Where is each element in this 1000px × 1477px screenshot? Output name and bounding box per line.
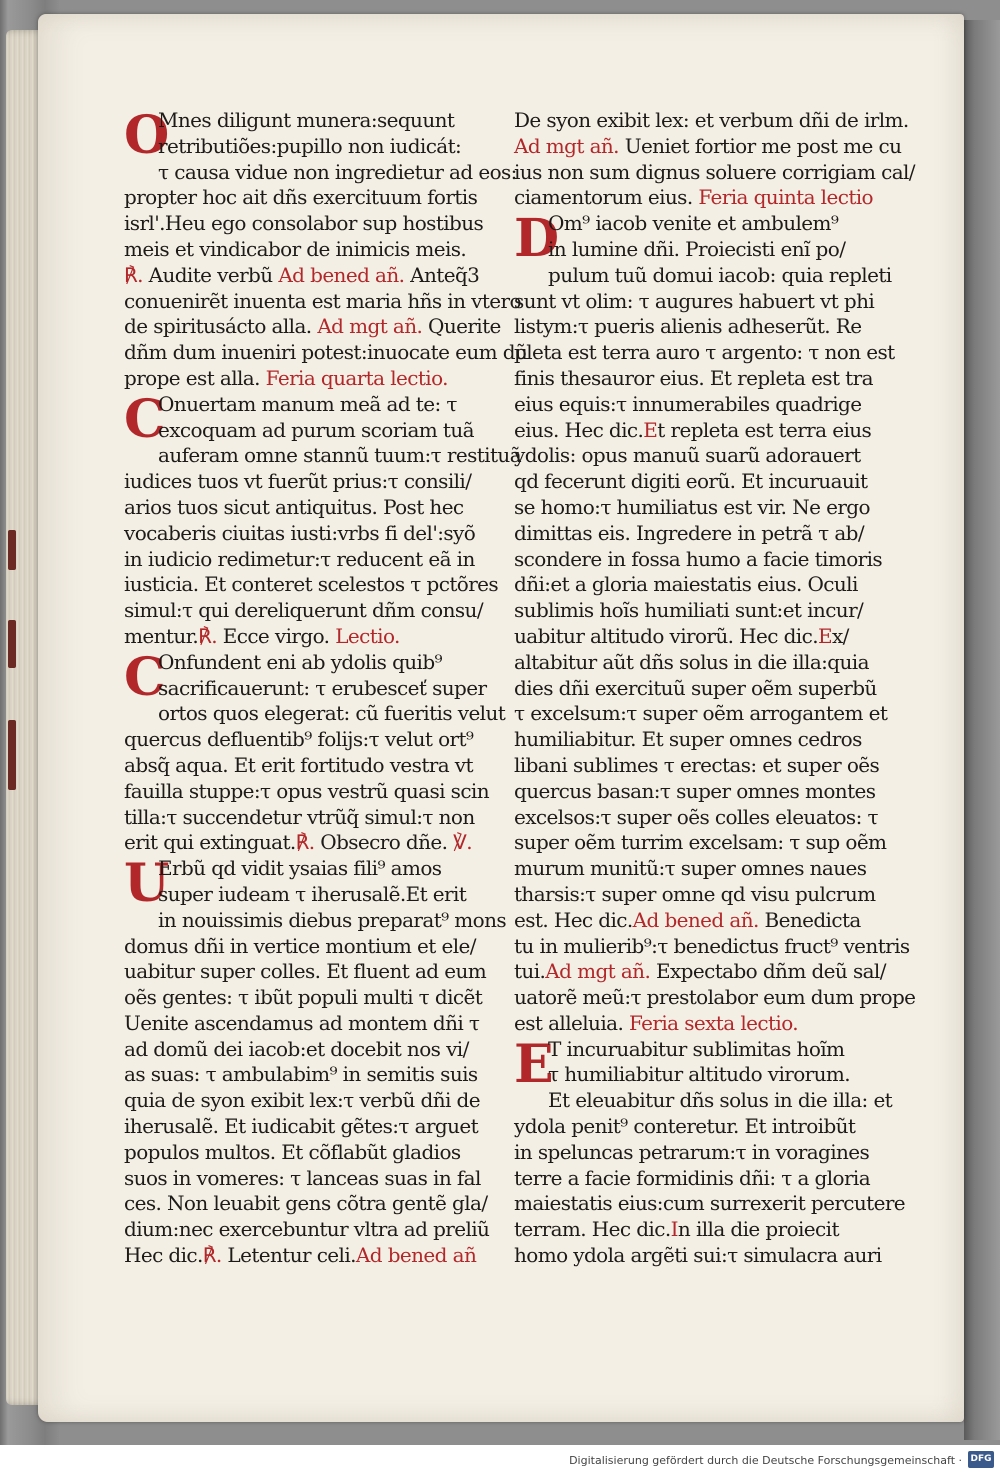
- initial-paragraph: [514, 208, 876, 270]
- text-line-mixed: [124, 624, 486, 650]
- initial-paragraph: [124, 388, 486, 450]
- text-line: fauilla stuppe:τ opus vestrũ quasi scin: [124, 778, 490, 803]
- text-line: simul:τ qui dereliquerunt dñm consu/: [124, 598, 483, 623]
- text-line: auferam omne stannũ tuum:τ restituã: [158, 443, 522, 468]
- text-line-mixed: [514, 1217, 876, 1243]
- text-line: retributiões:pupillo non iudicát:: [158, 133, 462, 158]
- text-line: vocaberis ciuitas iusti:vrbs fi del':syõ: [124, 520, 476, 545]
- rubric-text: ℟.: [202, 1243, 222, 1268]
- text-line-mixed: [124, 366, 486, 392]
- text-line: murum munitũ:τ super omnes naues: [514, 856, 867, 881]
- body-text: t repleta est terra eius: [657, 417, 872, 442]
- text-line: libani sublimes τ erectas: et super oẽs: [514, 752, 880, 777]
- text-line: sacrificauerunt: τ erubesceť super: [158, 675, 487, 700]
- text-line: sunt vt olim: τ augures habuert vt phi: [514, 288, 875, 313]
- rubric-text: E: [817, 623, 832, 648]
- body-text: Ueniet fortior me post me cu: [618, 133, 902, 158]
- body-text: Obsecro dñe.: [314, 830, 454, 855]
- body-text: est. Hec dic.: [514, 907, 633, 932]
- rubric-text: Ad mgt añ.: [317, 314, 423, 339]
- body-text: terram. Hec dic.: [514, 1217, 671, 1242]
- rubric-text: Ad mgt añ.: [545, 959, 651, 984]
- text-line: De syon exibit lex: et verbum dñi de irlm.: [514, 108, 909, 132]
- body-text: Expectabo dñm deũ sal/: [650, 959, 886, 984]
- rubricated-initial: C: [124, 388, 165, 450]
- text-line-mixed: [514, 133, 902, 160]
- text-line: T incuruabitur sublimitas hoĩm: [548, 1036, 845, 1061]
- text-line: τ causa vidue non ingredietur ad eos:: [158, 159, 517, 184]
- text-line: altabitur aũt dñs solus in die illa:quia: [514, 649, 869, 674]
- text-line: finis thesauror eius. Et repleta est tra: [514, 365, 873, 390]
- text-line: pulum tuũ domui iacob: quia repleti: [548, 262, 892, 287]
- body-text: Audite verbũ: [148, 262, 279, 287]
- text-column-left: [124, 105, 528, 1269]
- rubric-text: Feria quarta lectio.: [265, 365, 448, 390]
- rubric-text: I: [670, 1217, 678, 1242]
- text-line-mixed: [124, 830, 486, 856]
- body-text: tui.: [514, 959, 546, 984]
- text-line-mixed: [514, 418, 876, 444]
- text-line-mixed: [514, 908, 876, 934]
- dfg-logo: DFG: [968, 1451, 994, 1468]
- text-line: ius non sum dignus soluere corrigiam cal/: [514, 159, 915, 184]
- text-line: ad domũ dei iacob:et docebit nos vi/: [124, 1036, 469, 1061]
- footer-credit: Digitalisierung gefördert durch die Deutsche Forschungsgemeinschaft ·: [569, 1454, 962, 1467]
- text-line: quercus basan:τ super omnes montes: [514, 778, 876, 803]
- rubric-text: ℟.: [295, 830, 315, 855]
- text-line: Onfundent eni ab ydolis quib⁹: [158, 649, 442, 674]
- text-line: dñm dum inueniri potest:inuocate eum dũ: [124, 340, 528, 365]
- rubricated-initial: E: [514, 1033, 554, 1095]
- text-line: scondere in fossa humo a facie timoris: [514, 546, 883, 571]
- initial-paragraph: [514, 1033, 876, 1095]
- text-line: absq̃ aqua. Et erit fortitudo vestra vt: [124, 752, 473, 777]
- facing-page-edge: [964, 20, 1000, 1440]
- text-line: ces. Non leuabit gens cõtra gentẽ gla/: [124, 1191, 488, 1216]
- text-line: iherusalẽ. Et iudicabit gẽtes:τ arguet: [124, 1114, 479, 1139]
- body-text: ciamentorum eius.: [514, 185, 699, 210]
- rubricated-initial: D: [514, 208, 559, 270]
- initial-paragraph: [124, 646, 487, 708]
- body-text: uabitur altitudo virorũ. Hec dic.: [514, 623, 818, 648]
- rubric-text: Ad bened añ.: [632, 907, 759, 932]
- text-line: τ excelsum:τ super oẽm arrogantem et: [514, 701, 888, 726]
- text-line: iudices tuos vt fuerũt prius:τ consili/: [124, 469, 472, 494]
- text-line: Om⁹ iacob venite et ambulem⁹: [548, 211, 839, 236]
- rubricated-initial: O: [124, 105, 169, 166]
- text-line: dies dñi exercituũ super oẽm superbũ: [514, 675, 877, 700]
- text-line: eius equis:τ innumerabiles quadrige: [514, 391, 862, 416]
- text-line: tharsis:τ super omne qd visu pulcrum: [514, 881, 876, 906]
- body-text: est alleluia.: [514, 1010, 629, 1035]
- text-line: ortos quos elegerat: cũ fueritis velut: [158, 701, 506, 726]
- text-line: uabitur super colles. Et fluent ad eum: [124, 959, 487, 984]
- body-text: n illa die proiecit: [677, 1217, 839, 1242]
- rubric-text: ℣.: [453, 830, 473, 855]
- text-line: dñi:et a gloria maiestatis eius. Oculi: [514, 572, 858, 597]
- bookmark-tab: [8, 720, 16, 790]
- text-line-mixed: [514, 624, 876, 650]
- text-line: Onuertam manum meã ad te: τ: [158, 391, 457, 416]
- rubric-text: ℟.: [198, 623, 217, 648]
- text-line: populos multos. Et cõflabũt gladios: [124, 1139, 461, 1164]
- rubric-text: E: [643, 417, 658, 442]
- body-text: Hec dic.: [124, 1243, 203, 1268]
- text-line-mixed: [124, 263, 486, 289]
- text-line: tilla:τ succendetur vtrũq̃ simul:τ non: [124, 804, 475, 829]
- rubric-text: Lectio.: [335, 623, 400, 648]
- rubric-text: Ad bened añ.: [278, 262, 405, 287]
- text-line: iusticia. Et conteret scelestos τ pctõres: [124, 572, 499, 597]
- text-line: quercus defluentib⁹ folijs:τ velut ort⁹: [124, 727, 474, 752]
- body-text: Anteq̃3: [404, 262, 480, 287]
- body-text: mentur.: [124, 623, 199, 648]
- rubric-text: Feria quinta lectio: [698, 185, 873, 210]
- rubric-text: Feria sexta lectio.: [628, 1010, 799, 1035]
- body-text: de spiritusácto alla.: [124, 314, 318, 339]
- text-line: in lumine dñi. Proiecisti enĩ po/: [548, 236, 846, 261]
- initial-paragraph: [124, 105, 486, 166]
- text-line: super oẽm turrim excelsam: τ sup oẽm: [514, 830, 887, 855]
- text-line: humiliabitur. Et super omnes cedros: [514, 727, 862, 752]
- text-line: excelsos:τ super oẽs colles eleuatos: τ: [514, 804, 878, 829]
- text-line-mixed: [514, 1011, 876, 1037]
- text-line: domus dñi in vertice montium et ele/: [124, 933, 476, 958]
- text-line: meis et vindicabor de inimicis meis.: [124, 236, 467, 261]
- text-line: as suas: τ ambulabim⁹ in semitis suis: [124, 1062, 478, 1087]
- text-line: ydola penit⁹ conteretur. Et introibũt: [514, 1114, 856, 1139]
- text-line: listym:τ pueris alienis adheserũt. Re: [514, 314, 862, 339]
- text-line-mixed: [124, 1243, 486, 1269]
- rubricated-initial: U: [124, 853, 169, 915]
- text-line: in speluncas petrarum:τ in voragines: [514, 1139, 870, 1164]
- text-line: tu in mulierib⁹:τ benedictus fruct⁹ ventris: [514, 933, 910, 958]
- text-line-mixed: [124, 314, 501, 340]
- text-line-mixed: [514, 185, 876, 211]
- text-line: Uenite ascendamus ad montem dñi τ: [124, 1010, 480, 1035]
- text-line: excoquam ad purum scoriam tuã: [158, 417, 474, 442]
- text-line: Erbũ qd vidit ysaias fili⁹ amos: [158, 856, 442, 881]
- text-line: sublimis hoĩs humiliati sunt:et incur/: [514, 598, 864, 623]
- text-line: dium:nec exercebuntur vltra ad preliũ: [124, 1217, 490, 1242]
- body-text: Querite: [422, 314, 501, 339]
- text-line: Et eleuabitur dñs solus in die illa: et: [548, 1088, 893, 1113]
- text-line: τ humiliabitur altitudo virorum.: [548, 1062, 851, 1087]
- text-column-right: [514, 108, 916, 1269]
- text-line: oẽs gentes: τ ibũt populi multi τ dicẽt: [124, 985, 483, 1010]
- text-line-mixed: [514, 959, 886, 985]
- initial-paragraph: [124, 853, 486, 915]
- bookmark-tab: [8, 530, 16, 570]
- text-line: arios tuos sicut antiquitus. Post hec: [124, 494, 464, 519]
- rubric-text: Ad mgt añ.: [514, 133, 619, 158]
- text-line: se homo:τ humiliatus est vir. Ne ergo: [514, 494, 870, 519]
- text-line: pleta est terra auro τ argento: τ non est: [514, 340, 895, 365]
- text-line: super iudeam τ iherusalẽ.Et erit: [158, 881, 467, 906]
- text-line: ydolis: opus manuũ suarũ adorauert: [514, 443, 861, 468]
- text-line: qd fecerunt digiti eorũ. Et incuruauit: [514, 469, 868, 494]
- text-line: suos in vomeres: τ lanceas suas in fal: [124, 1165, 481, 1190]
- rubricated-initial: C: [124, 646, 165, 708]
- body-text: x/: [831, 623, 849, 648]
- body-text: prope est alla.: [124, 365, 266, 390]
- text-line: homo ydola argẽti sui:τ simulacra auri: [514, 1243, 882, 1268]
- body-text: eius. Hec dic.: [514, 417, 644, 442]
- text-line: in iudicio redimetur:τ reducent eã in: [124, 546, 475, 571]
- text-line: conuenirẽt inuenta est maria hñs in vtero: [124, 288, 521, 313]
- body-text: Benedicta: [758, 907, 861, 932]
- rubric-text: ℟.: [124, 262, 149, 287]
- text-line: isrl'.Heu ego consolabor sup hostibus: [124, 211, 484, 236]
- body-text: Letentur celi.: [221, 1243, 356, 1268]
- text-line: quia de syon exibit lex:τ verbũ dñi de: [124, 1088, 480, 1113]
- text-line: Mnes diligunt munera:sequunt: [158, 108, 455, 132]
- text-line: maiestatis eius:cum surrexerit percutere: [514, 1191, 906, 1216]
- rubric-text: Ad bened añ: [355, 1243, 477, 1268]
- text-line: propter hoc ait dñs exercituum fortis: [124, 185, 478, 210]
- text-line: in nouissimis diebus preparat⁹ mons: [158, 907, 507, 932]
- text-line: terre a facie formidinis dñi: τ a gloria: [514, 1165, 871, 1190]
- body-text: Ecce virgo.: [216, 623, 336, 648]
- text-line: dimittas eis. Ingredere in petrã τ ab/: [514, 520, 865, 545]
- text-line: uatorẽ meũ:τ prestolabor eum dum prope: [514, 985, 916, 1010]
- bookmark-tab: [8, 620, 16, 668]
- body-text: erit qui extinguat.: [124, 830, 296, 855]
